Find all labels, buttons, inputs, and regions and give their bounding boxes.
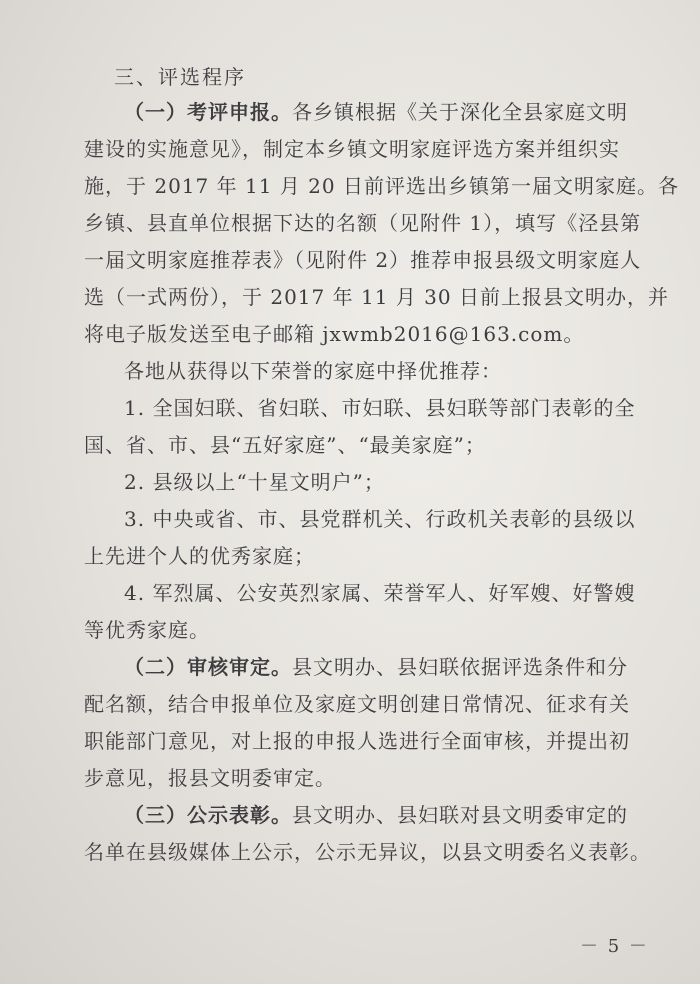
- section-heading: 三、评选程序: [114, 65, 246, 89]
- paragraph-line: 建设的实施意见》，制定本乡镇文明家庭评选方案并组织实: [84, 137, 620, 161]
- paragraph-text: 各乡镇根据《关于深化全县家庭文明: [292, 100, 628, 124]
- list-item: 1. 全国妇联、省妇联、市妇联、县妇联等部门表彰的全: [124, 396, 636, 420]
- list-item-continuation: 上先进个人的优秀家庭；: [84, 544, 315, 568]
- list-item: 2. 县级以上“十星文明户”；: [124, 470, 385, 494]
- subsection-lead: （二）审核审定。: [124, 655, 292, 679]
- paragraph-line: [84, 649, 644, 686]
- subsection-lead: （三）公示表彰。: [124, 803, 292, 827]
- paragraph-line: 配名额，结合申报单位及家庭文明创建日常情况、征求有关: [84, 692, 630, 716]
- paragraph-text: 县文明办、县妇联依据评选条件和分: [292, 655, 628, 679]
- paragraph-line: [84, 94, 644, 131]
- paragraph-line: 各地从获得以下荣誉的家庭中择优推荐：: [124, 359, 502, 383]
- paragraph-line: 职能部门意见，对上报的申报人选进行全面审核，并提出初: [84, 729, 630, 753]
- paragraph-line: 一届文明家庭推荐表》（见附件 2）推荐申报县级文明家庭人: [84, 248, 642, 272]
- paragraph-text: 县文明办、县妇联对县文明委审定的: [292, 803, 628, 827]
- paragraph-line: [84, 797, 644, 834]
- document-body: [84, 60, 679, 871]
- subsection-lead: （一）考评申报。: [124, 100, 292, 124]
- paragraph-line: 步意见，报县文明委审定。: [84, 766, 336, 790]
- list-item: 4. 军烈属、公安英烈家属、荣誉军人、好军嫂、好警嫂: [124, 581, 636, 605]
- list-item-continuation: 等优秀家庭。: [84, 618, 210, 642]
- paragraph-line: 将电子版发送至电子邮箱 jxwmb2016@163.com。: [84, 322, 585, 346]
- list-item-continuation: 国、省、市、县“五好家庭”、“最美家庭”；: [84, 433, 486, 457]
- paragraph-line: 名单在县级媒体上公示，公示无异议，以县文明委名义表彰。: [84, 840, 651, 864]
- paragraph-line: 施，于 2017 年 11 月 20 日前评选出乡镇第一届文明家庭。各: [84, 174, 679, 198]
- paragraph-line: 选（一式两份），于 2017 年 11 月 30 日前上报县文明办，并: [84, 285, 669, 309]
- paragraph-line: 乡镇、县直单位根据下达的名额（见附件 1），填写《泾县第: [84, 211, 642, 235]
- list-item: 3. 中央或省、市、县党群机关、行政机关表彰的县级以: [124, 507, 636, 531]
- page-number: － 5 －: [580, 936, 649, 957]
